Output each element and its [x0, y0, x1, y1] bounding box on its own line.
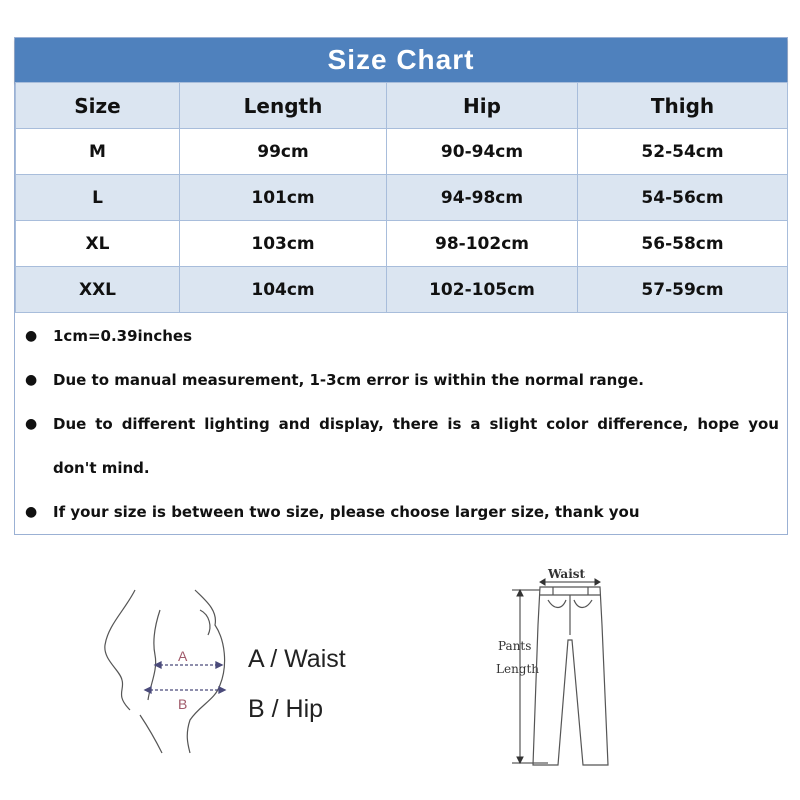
table-row	[16, 221, 788, 267]
table-row	[16, 175, 788, 221]
size-chart-panel: Size Chart Size Length Hip Thigh M 99cm 90-94cm 52-54cm L 101cm 94-98cm 54-56cm XL 103cm 98-102cm 56-58cm XXL 104cm 102-105cm 57-59cm ● 1cm=0.39inches ● Due to manual measurement, 1-3cm error is within the normal range. ● Due to different lighting and display, there is a slight color difference, hope you don't mind. ● If your size is between two size, please choose larger size, thank you	[14, 37, 788, 535]
body-measurement-illustration	[100, 585, 240, 755]
bullet-icon: ●	[25, 328, 38, 344]
pants-length-label-2: Length	[496, 662, 540, 676]
cell-hip: 94-98cm	[387, 175, 578, 221]
header-size: Size	[16, 83, 180, 129]
header-length: Length	[180, 83, 387, 129]
waist-caption: A / Waist	[248, 645, 346, 673]
cell-thigh: 56-58cm	[578, 221, 788, 267]
size-table	[15, 82, 788, 313]
header-hip: Hip	[387, 83, 578, 129]
chart-title: Size Chart	[327, 44, 475, 75]
cell-size: XXL	[16, 267, 180, 313]
cell-size: L	[16, 175, 180, 221]
cell-length: 103cm	[180, 221, 387, 267]
bullet-icon: ●	[25, 372, 38, 388]
header-thigh: Thigh	[578, 83, 788, 129]
cell-hip: 98-102cm	[387, 221, 578, 267]
cell-length: 101cm	[180, 175, 387, 221]
cell-length: 99cm	[180, 129, 387, 175]
cell-hip: 90-94cm	[387, 129, 578, 175]
label-b: B	[178, 696, 188, 712]
cell-size: XL	[16, 221, 180, 267]
bullet-icon: ●	[25, 416, 38, 432]
cell-thigh: 52-54cm	[578, 129, 788, 175]
cell-thigh: 57-59cm	[578, 267, 788, 313]
label-a: A	[178, 648, 188, 664]
table-row	[16, 267, 788, 313]
cell-thigh: 54-56cm	[578, 175, 788, 221]
pants-measurement-illustration	[488, 565, 638, 795]
table-row	[16, 129, 788, 175]
cell-hip: 102-105cm	[387, 267, 578, 313]
pants-waist-label: Waist	[548, 567, 586, 581]
hip-caption: B / Hip	[248, 695, 324, 723]
cell-size: M	[16, 129, 180, 175]
bullet-icon: ●	[25, 504, 38, 520]
cell-length: 104cm	[180, 267, 387, 313]
pants-length-label-1: Pants	[498, 639, 532, 653]
table-header-row	[16, 83, 788, 129]
title-bar	[15, 38, 787, 82]
